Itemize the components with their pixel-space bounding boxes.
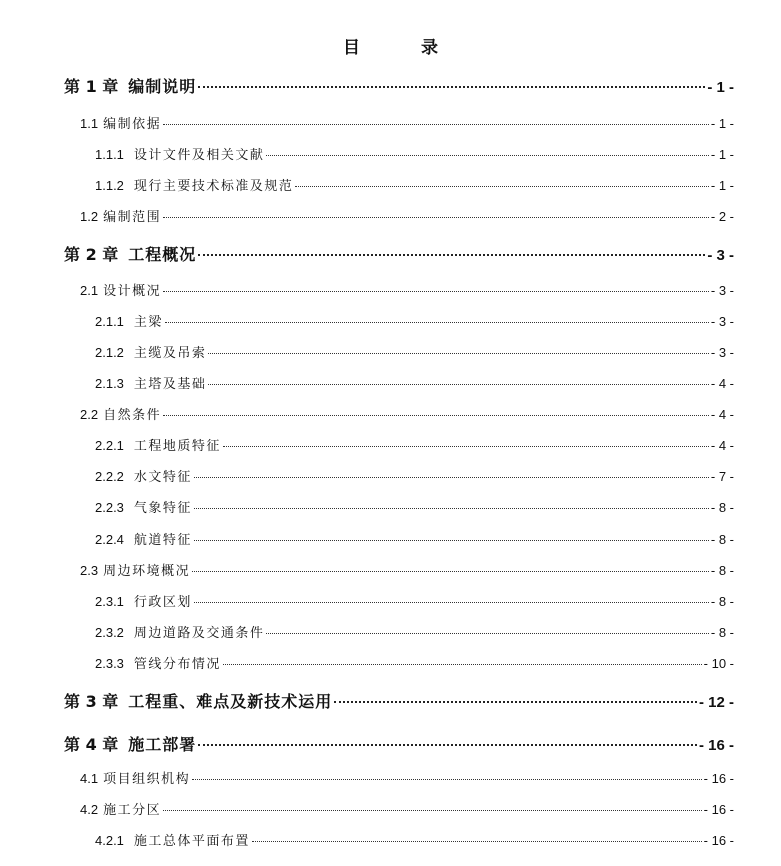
toc-entry-number: 4.2	[80, 802, 99, 817]
toc-entry-level-1[interactable]	[64, 74, 734, 97]
toc-entry-number: 第 4 章	[64, 735, 119, 754]
dot-leader	[194, 602, 709, 603]
toc-entry-level-2[interactable]	[80, 404, 734, 423]
toc-entry-number: 2.2	[80, 407, 99, 422]
toc-entry-page-number: - 4 -	[710, 407, 734, 422]
toc-entry-label: 管线分布情况	[133, 657, 221, 672]
toc-entry-page-number: - 2 -	[710, 209, 734, 224]
toc-entry-page-number: - 1 -	[710, 147, 734, 162]
dot-leader	[334, 701, 697, 703]
toc-title: 目 录	[343, 38, 460, 58]
toc-entry-number: 第 3 章	[64, 692, 119, 711]
toc-entry-number: 2.1.1	[95, 314, 124, 329]
dot-leader	[252, 841, 702, 842]
toc-entry-number: 2.1.2	[95, 345, 124, 360]
toc-entry-number: 2.3	[80, 563, 99, 578]
toc-entry-page-number: - 16 -	[703, 802, 734, 817]
toc-entry-page-number: - 8 -	[710, 594, 734, 609]
toc-entry-number: 1.2	[80, 209, 99, 224]
toc-entry-page-number: - 8 -	[710, 500, 734, 515]
toc-entry-number: 2.3.3	[95, 656, 124, 671]
toc-entry-label: 主缆及吊索	[133, 346, 207, 361]
toc-entry-page-number: - 3 -	[710, 283, 734, 298]
toc-entry-label: 航道特征	[133, 533, 192, 548]
dot-leader	[163, 810, 702, 811]
dot-leader	[165, 322, 709, 323]
toc-entry-number: 2.3.1	[95, 594, 124, 609]
toc-entry-number: 第 1 章	[64, 77, 119, 96]
dot-leader	[198, 86, 705, 88]
toc-entry-page-number: - 8 -	[710, 532, 734, 547]
toc-entry-page-number: - 4 -	[710, 438, 734, 453]
toc-entry-page-number: - 1 -	[710, 116, 734, 131]
toc-entry-level-3[interactable]	[95, 529, 734, 548]
toc-entry-number: 1.1.1	[95, 147, 124, 162]
toc-entry-level-2[interactable]	[80, 113, 734, 132]
dot-leader	[208, 384, 708, 385]
toc-entry-label: 水文特征	[133, 470, 192, 485]
dot-leader	[194, 477, 709, 478]
toc-entry-level-3[interactable]	[95, 830, 734, 849]
toc-entry-level-1[interactable]	[64, 242, 734, 265]
toc-entry-label: 行政区划	[133, 595, 192, 610]
toc-entry-label: 设计文件及相关文献	[133, 148, 265, 163]
toc-entry-page-number: - 1 -	[707, 79, 734, 96]
toc-entry-page-number: - 3 -	[710, 345, 734, 360]
toc-entry-number: 2.2.3	[95, 500, 124, 515]
toc-entry-label: 设计概况	[103, 284, 162, 299]
toc-entry-label: 项目组织机构	[103, 772, 191, 787]
toc-entry-number: 2.2.2	[95, 469, 124, 484]
dot-leader	[223, 446, 709, 447]
toc-entry-label: 周边环境概况	[103, 564, 191, 579]
dot-leader	[198, 744, 697, 746]
toc-entry-page-number: - 3 -	[707, 247, 734, 264]
toc-entry-level-3[interactable]	[95, 311, 734, 330]
dot-leader	[194, 508, 709, 509]
toc-entry-page-number: - 10 -	[703, 656, 734, 671]
toc-entry-number: 2.3.2	[95, 625, 124, 640]
dot-leader	[194, 540, 709, 541]
dot-leader	[163, 291, 709, 292]
toc-entry-level-2[interactable]	[80, 280, 734, 299]
toc-entry-level-2[interactable]	[80, 560, 734, 579]
toc-entry-label: 主梁	[133, 315, 163, 330]
toc-entry-level-3[interactable]	[95, 466, 734, 485]
toc-entry-page-number: - 16 -	[703, 833, 734, 848]
toc-entry-label: 工程地质特征	[133, 439, 221, 454]
toc-entry-level-3[interactable]	[95, 591, 734, 610]
toc-entry-level-2[interactable]	[80, 768, 734, 787]
toc-entry-level-2[interactable]	[80, 206, 734, 225]
toc-entry-page-number: - 7 -	[710, 469, 734, 484]
toc-entry-label: 施工总体平面布置	[133, 834, 250, 849]
toc-entry-label: 主塔及基础	[133, 377, 207, 392]
toc-entry-label: 气象特征	[133, 501, 192, 516]
dot-leader	[198, 254, 705, 256]
toc-entry-page-number: - 8 -	[710, 625, 734, 640]
toc-entry-level-3[interactable]	[95, 653, 734, 672]
toc-entry-number: 1.1	[80, 116, 99, 131]
toc-entry-label: 自然条件	[103, 408, 162, 423]
toc-entry-level-1[interactable]	[64, 689, 734, 712]
toc-entry-level-3[interactable]	[95, 373, 734, 392]
dot-leader	[208, 353, 708, 354]
toc-entry-label: 工程重、难点及新技术运用	[128, 692, 333, 711]
toc-entry-page-number: - 8 -	[710, 563, 734, 578]
toc-entry-page-number: - 3 -	[710, 314, 734, 329]
toc-entry-label: 施工分区	[103, 803, 162, 818]
toc-entry-page-number: - 12 -	[698, 694, 734, 711]
toc-entry-number: 4.2.1	[95, 833, 124, 848]
toc-entry-level-3[interactable]	[95, 175, 734, 194]
toc-entry-number: 2.2.4	[95, 532, 124, 547]
toc-entry-label: 编制范围	[103, 210, 162, 225]
toc-entry-page-number: - 16 -	[703, 771, 734, 786]
toc-entry-page-number: - 4 -	[710, 376, 734, 391]
toc-entry-level-3[interactable]	[95, 435, 734, 454]
toc-entry-number: 1.1.2	[95, 178, 124, 193]
dot-leader	[192, 779, 702, 780]
toc-entry-level-2[interactable]	[80, 799, 734, 818]
toc-entry-level-1[interactable]	[64, 732, 734, 755]
toc-entry-page-number: - 16 -	[698, 737, 734, 754]
dot-leader	[163, 217, 709, 218]
toc-entry-label: 工程概况	[128, 245, 197, 264]
toc-entry-number: 第 2 章	[64, 245, 119, 264]
toc-entry-label: 施工部署	[128, 735, 197, 754]
dot-leader	[266, 155, 708, 156]
dot-leader	[266, 633, 708, 634]
toc-entry-label: 编制依据	[103, 117, 162, 132]
toc-entry-label: 周边道路及交通条件	[133, 626, 265, 641]
toc-entry-number: 4.1	[80, 771, 99, 786]
toc-entry-label: 编制说明	[128, 77, 197, 96]
dot-leader	[163, 124, 709, 125]
dot-leader	[192, 571, 709, 572]
toc-entry-level-3[interactable]	[95, 144, 734, 163]
toc-entry-page-number: - 1 -	[710, 178, 734, 193]
dot-leader	[223, 664, 702, 665]
toc-entry-number: 2.2.1	[95, 438, 124, 453]
toc-entry-level-3[interactable]	[95, 342, 734, 361]
toc-entry-number: 2.1.3	[95, 376, 124, 391]
toc-entry-level-3[interactable]	[95, 497, 734, 516]
dot-leader	[163, 415, 709, 416]
toc-entry-level-3[interactable]	[95, 622, 734, 641]
toc-entry-label: 现行主要技术标准及规范	[133, 179, 294, 194]
toc-entry-number: 2.1	[80, 283, 99, 298]
dot-leader	[295, 186, 708, 187]
